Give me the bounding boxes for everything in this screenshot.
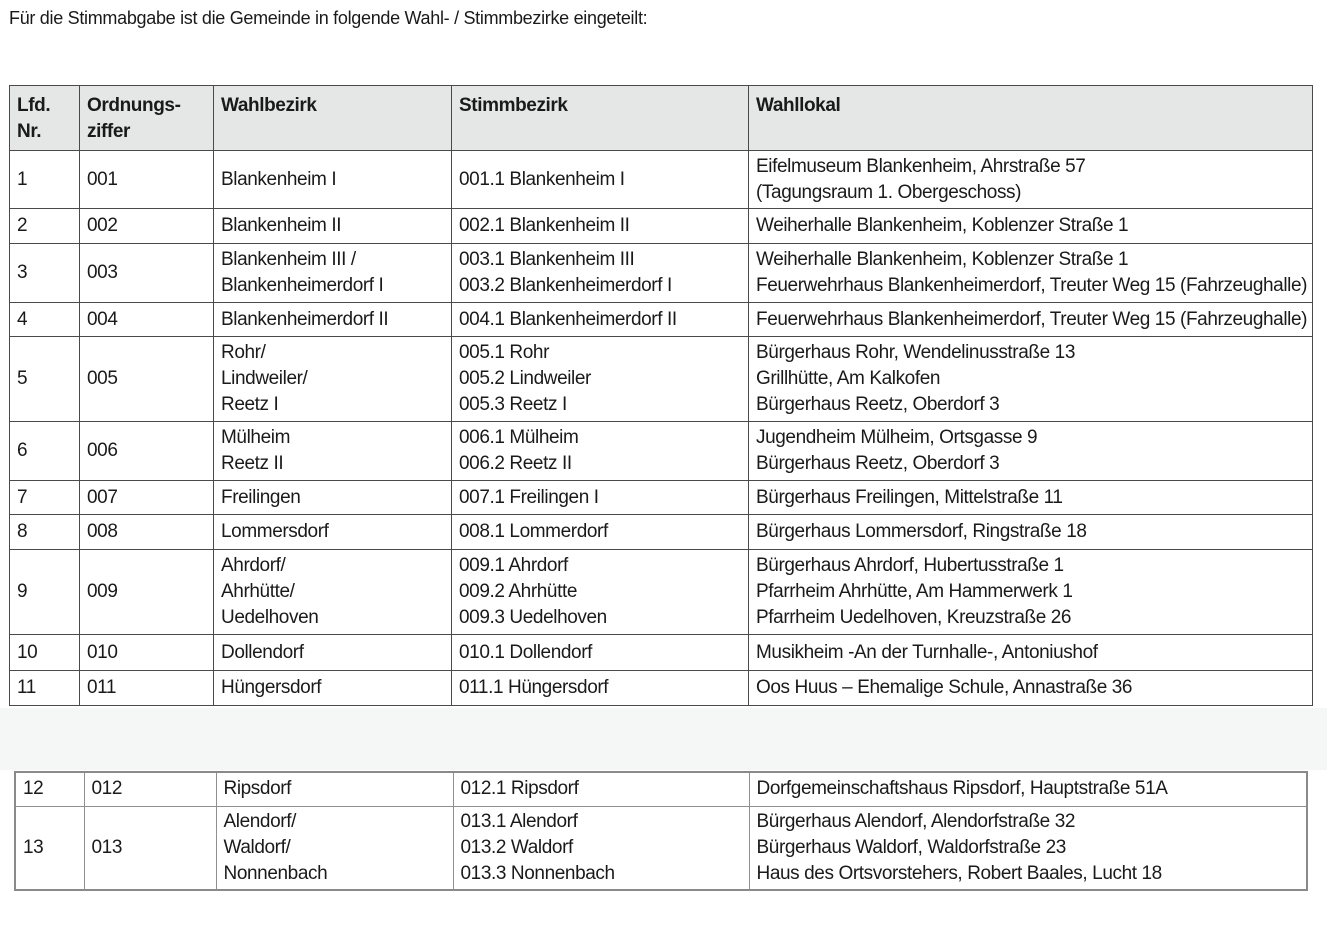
cell-wahllokal (749, 515, 1313, 550)
polling-districts-table (9, 85, 1313, 706)
cell-wahlbezirk (214, 550, 452, 635)
cell-wahlbezirk-line: Alendorf/ (223, 810, 296, 832)
cell-lfd-nr: 13 (15, 806, 84, 890)
cell-wahlbezirk-line: Nonnenbach (223, 862, 328, 884)
cell-wahllokal (749, 303, 1313, 337)
cell-wahlbezirk (214, 303, 452, 337)
cell-wahllokal (749, 422, 1313, 481)
table-row (10, 151, 1313, 209)
cell-wahllokal-line: Feuerwehrhaus Blankenheimerdorf, Treuter Weg 15 (Fahrzeughalle) (756, 308, 1308, 330)
cell-stimmbezirk-line: 012.1 Ripsdorf (460, 778, 579, 800)
table-row (10, 209, 1313, 244)
table-row (10, 422, 1313, 481)
intro-text: Für die Stimmabgabe ist die Gemeinde in folgende Wahl- / Stimmbezirke eingeteilt: (9, 8, 648, 28)
cell-wahllokal-line: Bürgerhaus Freilingen, Mittelstraße 11 (756, 486, 1063, 508)
polling-districts-table-continued (14, 771, 1308, 891)
cell-wahllokal-line: Bürgerhaus Lommersdorf, Ringstraße 18 (756, 521, 1087, 542)
cell-ordnungsziffer: 008 (80, 515, 214, 550)
cell-wahllokal-line: Pfarrheim Uedelhoven, Kreuzstraße 26 (756, 607, 1072, 628)
cell-stimmbezirk-line: 001.1 Blankenheim I (459, 168, 625, 190)
cell-wahllokal (749, 550, 1313, 635)
cell-wahlbezirk (214, 422, 452, 481)
cell-wahllokal-line: Bürgerhaus Rohr, Wendelinusstraße 13 (756, 342, 1075, 363)
cell-wahlbezirk-line: Mülheim (221, 427, 290, 448)
cell-lfd-nr: 9 (10, 550, 80, 635)
cell-wahllokal-line: Weiherhalle Blankenheim, Koblenzer Straße 1 (756, 249, 1129, 270)
cell-stimmbezirk (452, 151, 749, 209)
cell-wahlbezirk-line: Uedelhoven (221, 607, 319, 628)
header-wahlbezirk: Wahlbezirk (214, 86, 452, 151)
cell-wahllokal-line: Haus des Ortsvorstehers, Robert Baales, Lucht 18 (756, 862, 1162, 884)
cell-wahllokal-line: Bürgerhaus Reetz, Oberdorf 3 (756, 394, 1000, 415)
cell-ordnungsziffer: 012 (84, 772, 216, 806)
cell-wahlbezirk-line: Ahrdorf/ (221, 555, 286, 576)
table-row (10, 671, 1313, 706)
cell-wahllokal (749, 337, 1313, 422)
table-row (10, 303, 1313, 337)
cell-lfd-nr: 7 (10, 481, 80, 515)
cell-wahllokal-line: Oos Huus – Ehemalige Schule, Annastraße 36 (756, 677, 1133, 698)
cell-ordnungsziffer: 001 (80, 151, 214, 209)
cell-stimmbezirk (452, 635, 749, 671)
cell-wahlbezirk-line: Reetz I (221, 394, 279, 415)
cell-stimmbezirk-line: 009.3 Uedelhoven (459, 607, 607, 628)
cell-wahlbezirk (214, 635, 452, 671)
table-row (10, 244, 1313, 303)
cell-wahllokal-line: Weiherhalle Blankenheim, Koblenzer Straße 1 (756, 215, 1129, 236)
cell-wahllokal-line: Eifelmuseum Blankenheim, Ahrstraße 57 (756, 155, 1086, 177)
cell-wahllokal-line: Bürgerhaus Reetz, Oberdorf 3 (756, 453, 1000, 474)
cell-stimmbezirk (452, 481, 749, 515)
table-header-row (10, 86, 1313, 151)
cell-wahlbezirk-line: Ripsdorf (223, 778, 292, 800)
page-break-band (0, 708, 1327, 770)
cell-wahlbezirk-line: Reetz II (221, 453, 284, 474)
cell-lfd-nr: 12 (15, 772, 84, 806)
table-row (15, 806, 1307, 890)
cell-wahllokal-line: Bürgerhaus Waldorf, Waldorfstraße 23 (756, 836, 1066, 858)
cell-wahllokal (749, 151, 1313, 209)
cell-wahlbezirk-line: Hüngersdorf (221, 677, 322, 698)
cell-lfd-nr: 4 (10, 303, 80, 337)
cell-stimmbezirk-line: 013.2 Waldorf (460, 836, 573, 858)
cell-wahlbezirk-line: Lommersdorf (221, 521, 329, 542)
cell-wahlbezirk-line: Lindweiler/ (221, 368, 308, 389)
header-wahllokal: Wahllokal (749, 86, 1313, 151)
cell-ordnungsziffer: 011 (80, 671, 214, 706)
cell-wahllokal (749, 671, 1313, 706)
cell-lfd-nr: 10 (10, 635, 80, 671)
cell-stimmbezirk-line: 005.1 Rohr (459, 342, 550, 363)
cell-stimmbezirk (452, 671, 749, 706)
cell-wahlbezirk-line: Blankenheim I (221, 168, 337, 190)
cell-stimmbezirk-line: 003.1 Blankenheim III (459, 249, 635, 270)
cell-ordnungsziffer: 003 (80, 244, 214, 303)
cell-wahllokal-line: Bürgerhaus Alendorf, Alendorfstraße 32 (756, 810, 1076, 832)
cell-stimmbezirk (452, 550, 749, 635)
cell-wahlbezirk (216, 806, 453, 890)
cell-lfd-nr: 11 (10, 671, 80, 706)
cell-stimmbezirk (452, 422, 749, 481)
cell-stimmbezirk-line: 007.1 Freilingen I (459, 486, 599, 508)
cell-wahlbezirk-line: Blankenheimerdorf II (221, 308, 389, 330)
cell-wahllokal-line: Dorfgemeinschaftshaus Ripsdorf, Hauptstraße 51A (756, 778, 1168, 800)
cell-stimmbezirk-line: 011.1 Hüngersdorf (459, 677, 609, 698)
cell-wahllokal-line: Bürgerhaus Ahrdorf, Hubertusstraße 1 (756, 555, 1064, 576)
cell-wahlbezirk (214, 481, 452, 515)
cell-wahllokal-line: (Tagungsraum 1. Obergeschoss) (756, 181, 1022, 203)
cell-wahlbezirk (214, 151, 452, 209)
cell-wahlbezirk-line: Blankenheim II (221, 215, 342, 236)
cell-wahlbezirk (214, 337, 452, 422)
cell-stimmbezirk-line: 005.2 Lindweiler (459, 368, 591, 389)
cell-wahllokal (749, 772, 1307, 806)
header-ordnungsziffer: Ordnungs- ziffer (80, 86, 214, 151)
cell-wahlbezirk-line: Waldorf/ (223, 836, 291, 858)
cell-lfd-nr: 3 (10, 244, 80, 303)
cell-wahllokal-line: Pfarrheim Ahrhütte, Am Hammerwerk 1 (756, 581, 1073, 602)
table-body (10, 151, 1313, 706)
cell-wahlbezirk-line: Blankenheimerdorf I (221, 275, 384, 296)
cell-ordnungsziffer: 009 (80, 550, 214, 635)
cell-lfd-nr: 5 (10, 337, 80, 422)
cell-stimmbezirk-line: 008.1 Lommerdorf (459, 521, 608, 542)
table-body-continued (15, 772, 1307, 890)
cell-ordnungsziffer: 010 (80, 635, 214, 671)
table-row (10, 550, 1313, 635)
cell-ordnungsziffer: 004 (80, 303, 214, 337)
cell-wahllokal (749, 806, 1307, 890)
cell-stimmbezirk-line: 002.1 Blankenheim II (459, 215, 630, 236)
cell-ordnungsziffer: 006 (80, 422, 214, 481)
cell-ordnungsziffer: 013 (84, 806, 216, 890)
cell-wahllokal (749, 481, 1313, 515)
cell-ordnungsziffer: 007 (80, 481, 214, 515)
cell-ordnungsziffer: 005 (80, 337, 214, 422)
cell-wahlbezirk-line: Blankenheim III / (221, 249, 356, 270)
cell-wahllokal (749, 209, 1313, 244)
cell-stimmbezirk-line: 010.1 Dollendorf (459, 641, 593, 663)
cell-wahlbezirk (214, 209, 452, 244)
cell-wahlbezirk-line: Rohr/ (221, 342, 266, 363)
cell-wahlbezirk-line: Freilingen (221, 486, 301, 508)
cell-stimmbezirk-line: 009.2 Ahrhütte (459, 581, 578, 602)
cell-wahllokal-line: Feuerwehrhaus Blankenheimerdorf, Treuter Weg 15 (Fahrzeughalle) (756, 275, 1308, 296)
cell-ordnungsziffer: 002 (80, 209, 214, 244)
table-row (10, 481, 1313, 515)
cell-wahlbezirk (214, 244, 452, 303)
cell-stimmbezirk-line: 006.1 Mülheim (459, 427, 579, 448)
cell-wahlbezirk-line: Dollendorf (221, 641, 304, 663)
cell-stimmbezirk-line: 003.2 Blankenheimerdorf I (459, 275, 672, 296)
header-lfd-nr: Lfd. Nr. (10, 86, 80, 151)
cell-wahllokal (749, 635, 1313, 671)
cell-wahlbezirk (214, 515, 452, 550)
cell-stimmbezirk-line: 013.1 Alendorf (460, 810, 578, 832)
cell-wahlbezirk (214, 671, 452, 706)
table-row (10, 515, 1313, 550)
cell-wahlbezirk-line: Ahrhütte/ (221, 581, 295, 602)
cell-stimmbezirk-line: 013.3 Nonnenbach (460, 862, 615, 884)
cell-lfd-nr: 2 (10, 209, 80, 244)
cell-stimmbezirk-line: 005.3 Reetz I (459, 394, 567, 415)
cell-wahllokal-line: Musikheim -An der Turnhalle-, Antoniushof (756, 641, 1098, 663)
cell-wahllokal-line: Jugendheim Mülheim, Ortsgasse 9 (756, 427, 1038, 448)
cell-lfd-nr: 1 (10, 151, 80, 209)
cell-lfd-nr: 8 (10, 515, 80, 550)
cell-wahllokal (749, 244, 1313, 303)
header-stimmbezirk: Stimmbezirk (452, 86, 749, 151)
cell-stimmbezirk-line: 006.2 Reetz II (459, 453, 572, 474)
cell-stimmbezirk (452, 209, 749, 244)
cell-stimmbezirk (452, 515, 749, 550)
table-row (10, 337, 1313, 422)
cell-stimmbezirk-line: 009.1 Ahrdorf (459, 555, 568, 576)
cell-stimmbezirk (453, 772, 749, 806)
cell-stimmbezirk (452, 244, 749, 303)
cell-wahlbezirk (216, 772, 453, 806)
table-row (15, 772, 1307, 806)
cell-stimmbezirk (453, 806, 749, 890)
cell-stimmbezirk (452, 337, 749, 422)
cell-stimmbezirk-line: 004.1 Blankenheimerdorf II (459, 308, 677, 330)
cell-stimmbezirk (452, 303, 749, 337)
table-row (10, 635, 1313, 671)
cell-wahllokal-line: Grillhütte, Am Kalkofen (756, 368, 941, 389)
cell-lfd-nr: 6 (10, 422, 80, 481)
